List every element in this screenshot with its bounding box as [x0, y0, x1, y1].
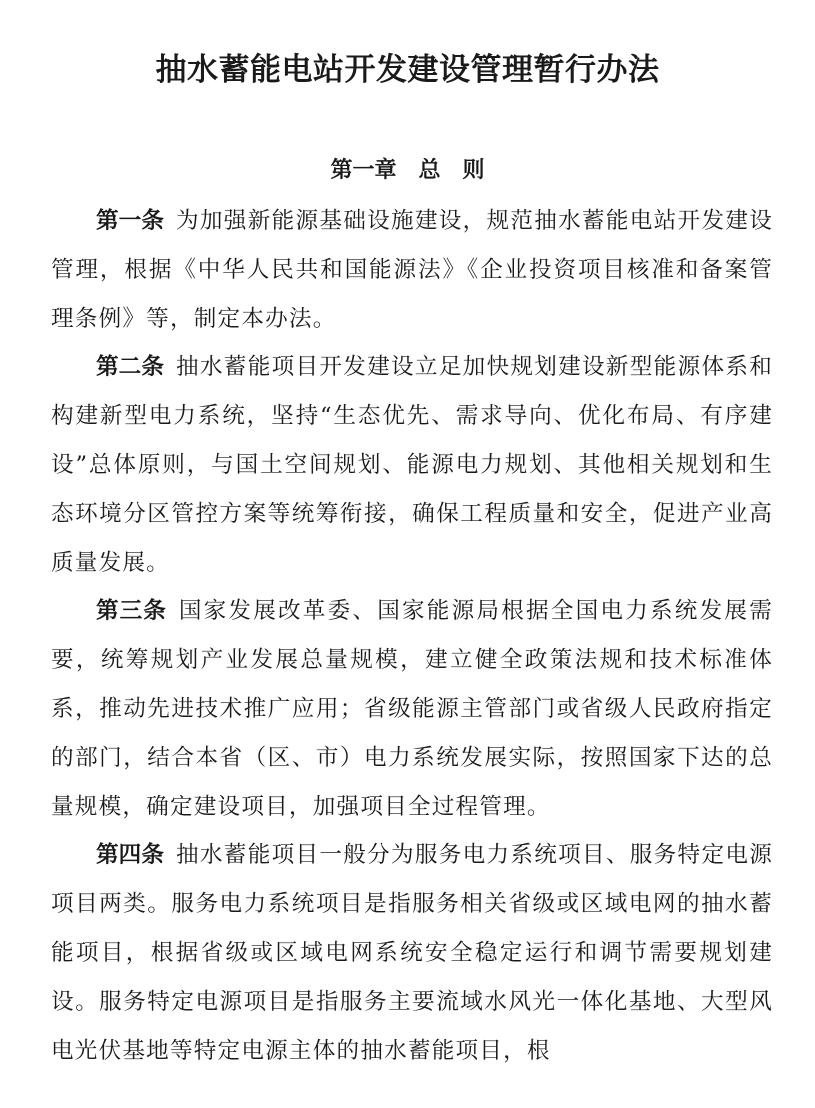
article-paragraph — [51, 197, 773, 343]
document-body — [51, 197, 773, 1075]
article-number: 第三条 — [96, 598, 167, 625]
document-title: 抽水蓄能电站开发建设管理暂行办法 — [155, 52, 660, 88]
article-paragraph — [51, 831, 773, 1075]
article-text: 国家发展改革委、国家能源局根据全国电力系统发展需要，统筹规划产业发展总量规模，建立健全政策法规和技术标准体系，推动先进技术推广应用；省级能源主管部门或省级人民政府指定的部门，结合本省（区、市）电力系统发展实际，按照国家下达的总量规模，确定建设项目，加强项目全过程管理。 — [51, 598, 774, 820]
article-number: 第一条 — [96, 208, 165, 234]
article-paragraph — [51, 587, 773, 831]
chapter-heading: 第一章 总 则 — [330, 158, 485, 183]
article-paragraph — [51, 343, 773, 587]
article-text: 为加强新能源基础设施建设，规范抽水蓄能电站开发建设管理，根据《中华人民共和国能源法》《企业投资项目核准和备案管理条例》等，制定本办法。 — [51, 208, 774, 332]
article-number: 第二条 — [96, 354, 165, 381]
article-text: 抽水蓄能项目开发建设立足加快规划建设新型能源体系和构建新型电力系统，坚持“生态优先、需求导向、优化布局、有序建设”总体原则，与国土空间规划、能源电力规划、其他相关规划和生态环境分区管控方案等统筹衔接，确保工程质量和安全，促进产业高质量发展。 — [51, 354, 774, 576]
article-number: 第四条 — [96, 842, 165, 869]
article-text: 抽水蓄能项目一般分为服务电力系统项目、服务特定电源项目两类。服务电力系统项目是指服务相关省级或区域电网的抽水蓄能项目，根据省级或区域电网系统安全稳定运行和调节需要规划建设。服务特定电源项目是指服务主要流域水风光一体化基地、大型风电光伏基地等特定电源主体的抽水蓄能项目，根 — [51, 842, 774, 1064]
